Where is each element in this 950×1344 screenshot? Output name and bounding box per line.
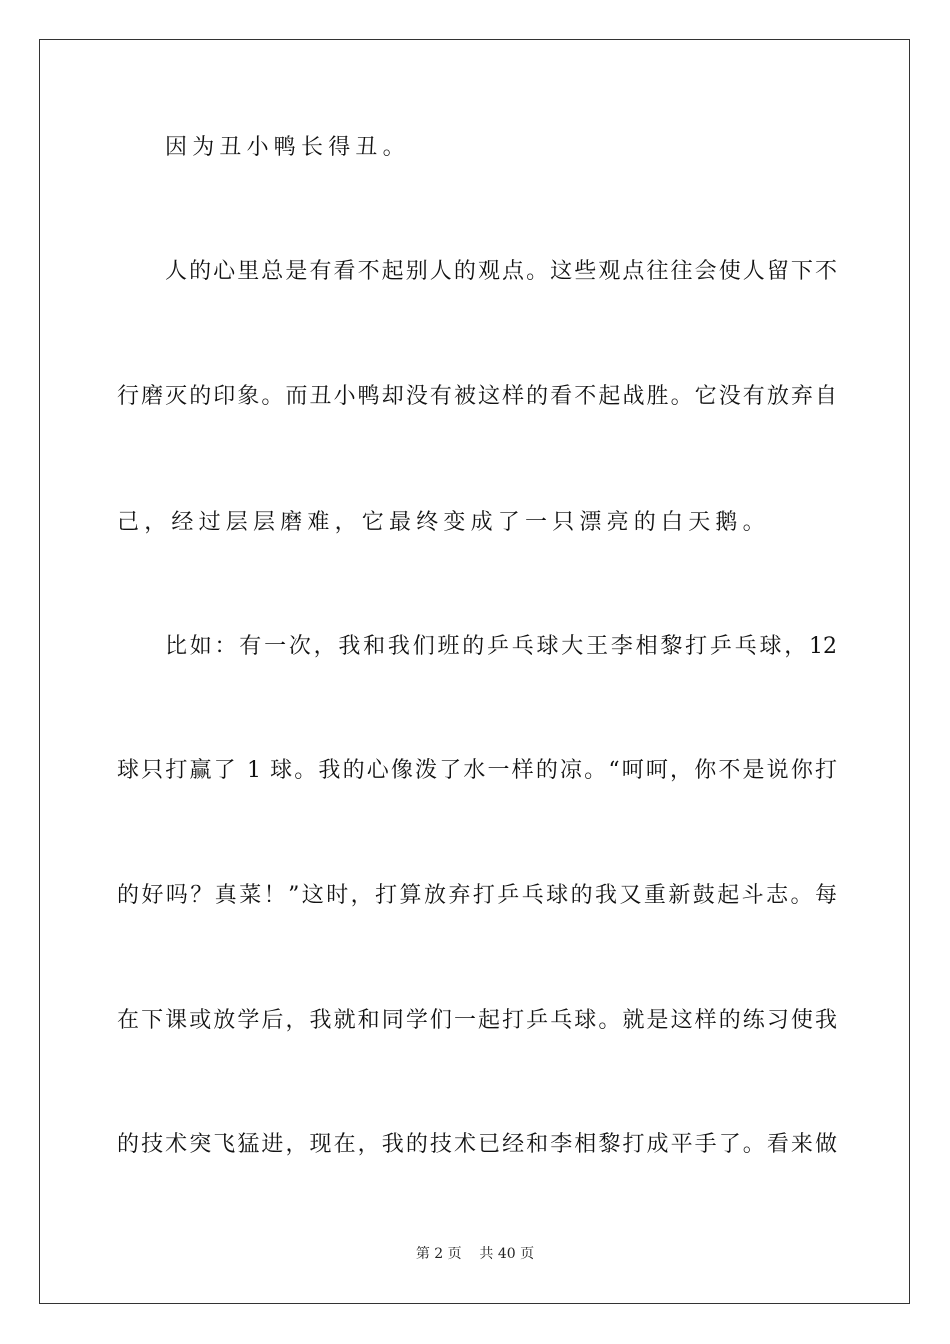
text-line-7: 的好吗？真菜！”这时，打算放弃打乒乓球的我又重新鼓起斗志。每 bbox=[117, 883, 837, 908]
text-line-6: 球只打赢了 1 球。我的心像泼了水一样的凉。“呵呵，你不是说你打 bbox=[117, 758, 837, 783]
page-border bbox=[39, 39, 910, 1304]
text-line-2: 人的心里总是有看不起别人的观点。这些观点往往会使人留下不 bbox=[165, 259, 837, 284]
text-line-9: 的技术突飞猛进，现在，我的技术已经和李相黎打成平手了。看来做 bbox=[117, 1132, 837, 1157]
page-number-footer: 第 2 页 共 40 页 bbox=[415, 1246, 535, 1262]
text-line-3: 行磨灭的印象。而丑小鸭却没有被这样的看不起战胜。它没有放弃自 bbox=[117, 384, 837, 409]
text-line-4: 己，经过层层磨难，它最终变成了一只漂亮的白天鹅。 bbox=[117, 510, 770, 535]
text-line-5: 比如：有一次，我和我们班的乒乓球大王李相黎打乒乓球，12 bbox=[165, 634, 837, 659]
text-line-8: 在下课或放学后，我就和同学们一起打乒乓球。就是这样的练习使我 bbox=[117, 1008, 837, 1033]
text-line-1: 因为丑小鸭长得丑。 bbox=[165, 135, 410, 160]
